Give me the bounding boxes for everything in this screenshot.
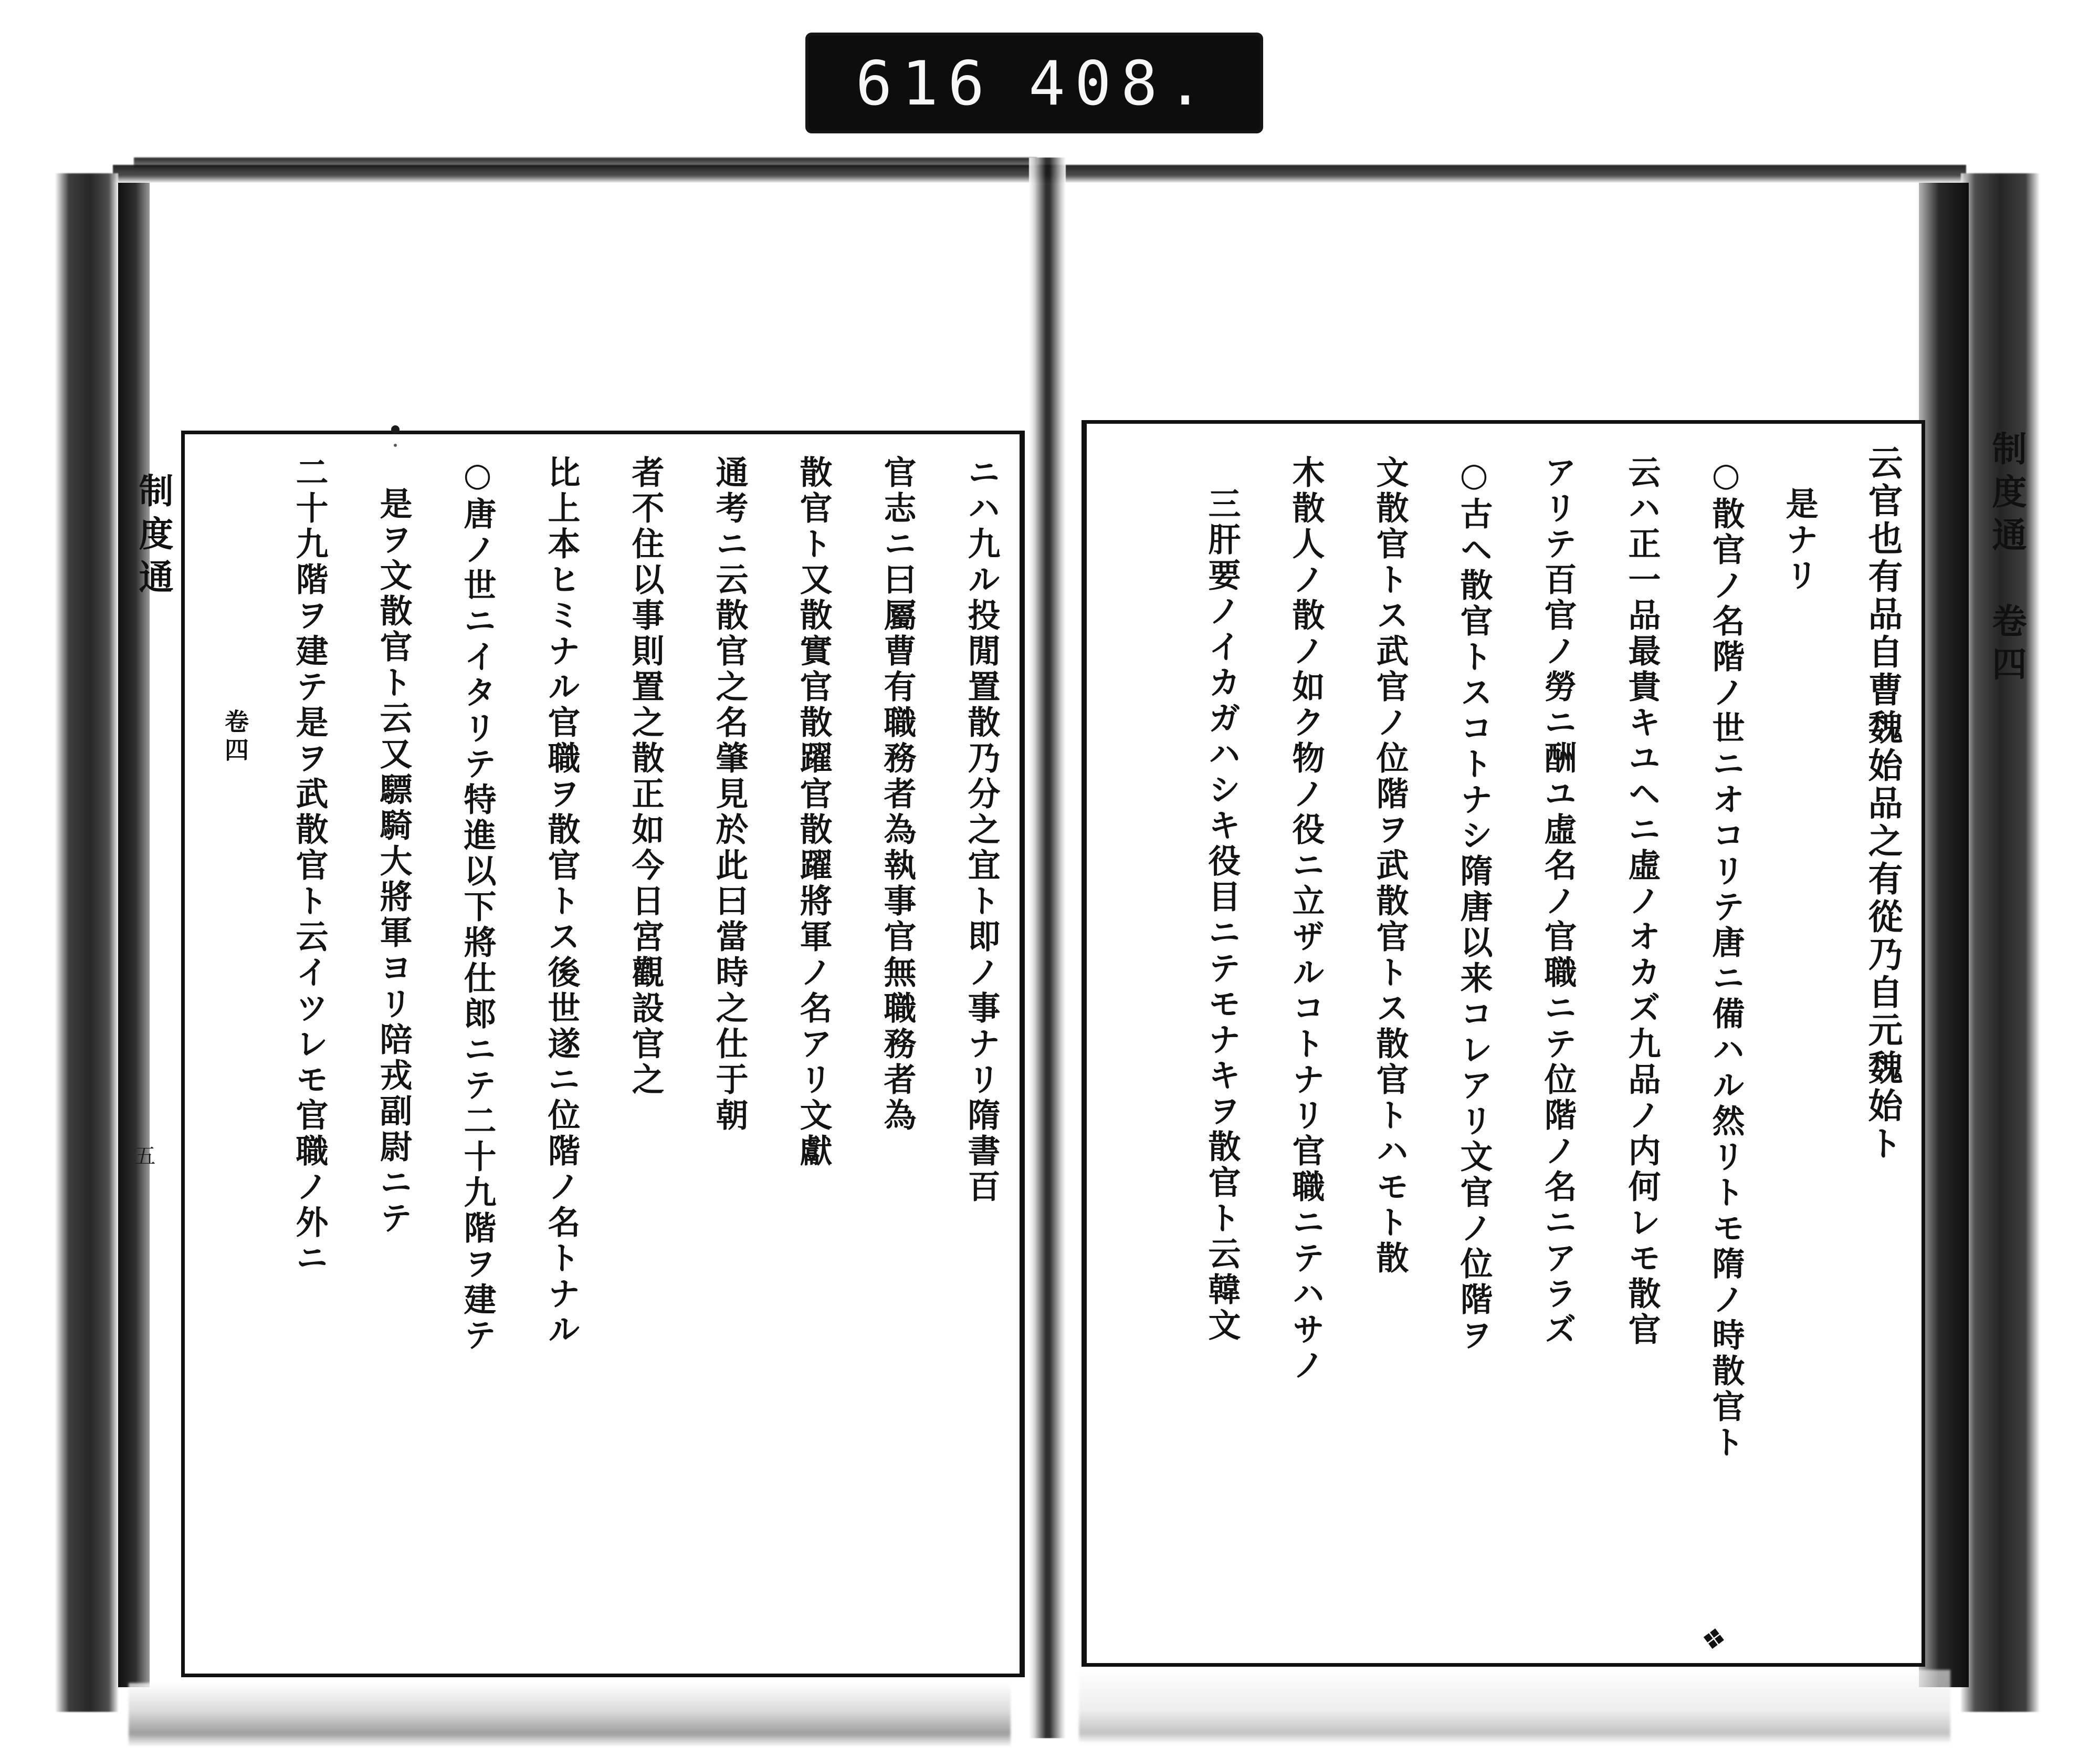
left-page-running-head: 制度通 <box>133 473 174 602</box>
right-page-column-3: ○散官ノ名階ノ世ニオコリテ唐ニ備ハル然リトモ隋ノ時散官ト <box>1707 455 1745 1461</box>
right-page-running-head: 制度通 卷四 <box>1986 431 2027 689</box>
right-page-column-7: 文散官トス武官ノ位階ヲ武散官トス散官トハモト散 <box>1371 455 1409 1277</box>
right-page-text-block <box>1082 420 1925 1667</box>
counter-right-value: 408. <box>1028 48 1213 119</box>
right-page-column-8: 木散人ノ散ノ如ク物ノ役ニ立ザルコトナリ官職ニテハサノ <box>1287 455 1325 1384</box>
left-page-text-block <box>181 431 1025 1677</box>
right-page-column-2: 是ナリ <box>1780 487 1819 594</box>
left-page-column-3: 散官ト又散實官散躍官散躍將軍ノ名アリ文獻 <box>794 455 833 1169</box>
film-left-edge <box>55 173 118 1712</box>
ink-blot-mark: ❖ <box>1698 1621 1729 1658</box>
left-page-column-6: 比上本ヒミナル官職ヲ散官トス後世遂ニ位階ノ名トナル <box>542 455 581 1348</box>
left-page-bottom-edge <box>129 1683 1011 1746</box>
frame-counter-digits <box>808 48 1260 119</box>
film-right-edge <box>1961 173 2040 1712</box>
right-page-column-1: 云官也有品自曹魏始品之有從乃自元魏始ト <box>1862 445 1903 1163</box>
right-page-column-6: ○古ヘ散官トスコトナシ隋唐以来コレアリ文官ノ位階ヲ <box>1455 455 1493 1354</box>
left-page-column-4: 通考ニ云散官之名肇見於此曰當時之仕于朝 <box>710 455 749 1134</box>
left-page-column-9: 二十九階ヲ建テ是ヲ武散官ト云イツレモ官職ノ外ニ <box>290 455 329 1277</box>
left-page-column-8: 是ヲ文散官ト云又驃騎大將軍ヨリ陪戎副尉ニテ <box>374 487 413 1237</box>
paper-pinhole <box>391 425 400 434</box>
counter-left-value: 616 <box>855 48 994 119</box>
right-page-bottom-edge <box>1079 1670 1950 1743</box>
left-page-column-2: 官志ニ曰屬曹有職務者為執事官無職務者為 <box>878 455 917 1134</box>
right-page-column-5: アリテ百官ノ勞ニ酬ユ虛名ノ官職ニテ位階ノ名ニアラズ <box>1539 455 1577 1348</box>
right-page-column-4: 云ハ正一品最貴キユヘニ虛ノオカズ九品ノ内何レモ散官 <box>1623 455 1661 1348</box>
left-page-column-7: ○唐ノ世ニイタリテ特進以下將仕郎ニテ二十九階ヲ建テ <box>458 455 497 1354</box>
right-page-outer-shadow <box>1919 183 1969 1687</box>
microfilm-frame-counter <box>808 36 1260 130</box>
scanned-page-image <box>50 158 2053 1738</box>
right-page-column-9: 三肝要ノイカガハシキ役目ニテモナキヲ散官ト云韓文 <box>1203 487 1241 1344</box>
left-page-spine-shadow <box>118 183 150 1687</box>
left-page-column-1: ニハ九ル投閒置散乃分之宜ト即ノ事ナリ隋書百 <box>962 455 1001 1205</box>
book-gutter-shadow <box>1029 158 1066 1738</box>
left-page-volume-mark: 卷四 <box>221 709 249 766</box>
left-page-column-5: 者不住以事則置之散正如今日宮觀設官之 <box>626 455 665 1098</box>
left-page-side-number: 五 <box>131 1145 155 1169</box>
